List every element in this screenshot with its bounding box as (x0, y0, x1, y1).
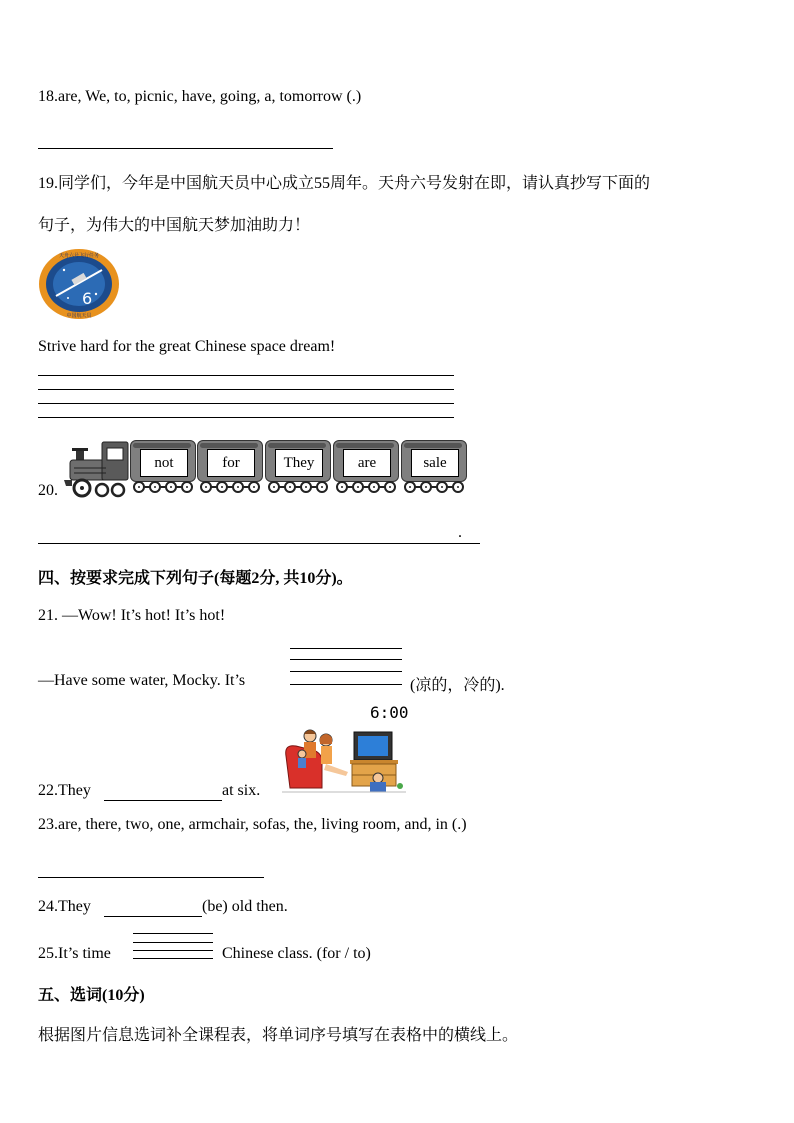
q19-prompt-line1: 19.同学们，今年是中国航天员中心成立55周年。天舟六号发射在即，请认真抄写下面的 (38, 175, 651, 192)
family-tv-image (282, 726, 406, 796)
q21-blank-line-1[interactable] (290, 648, 402, 649)
section4-heading: 四、按要求完成下列句子(每题2分, 共10分)。 (38, 570, 353, 587)
wagon-word: sale (411, 449, 459, 477)
q21-line1: 21. —Wow! It’s hot! It’s hot! (38, 607, 226, 624)
q19-prompt-line2: 句子，为伟大的中国航天梦加油助力！ (38, 217, 311, 234)
train-wagon (333, 440, 399, 482)
q25-prefix: 25.It’s time (38, 945, 111, 962)
wagon-word: They (275, 449, 323, 477)
q25-blank-line-2[interactable] (133, 942, 213, 943)
q22-prefix: 22.They (38, 782, 91, 799)
wagon-word: not (140, 449, 188, 477)
section5-instruction: 根据图片信息选词补全课程表，将单词序号填写在表格中的横线上。 (38, 1027, 519, 1044)
q18-answer-line[interactable] (38, 148, 333, 149)
q19-copy-line-4[interactable] (38, 417, 454, 418)
q21-blank-line-3[interactable] (290, 671, 402, 672)
q22-time: 6:00 (370, 703, 409, 722)
q20-number: 20. (38, 482, 58, 499)
q24-suffix: (be) old then. (202, 898, 288, 915)
locomotive-icon (62, 438, 130, 498)
train-wagon (401, 440, 467, 482)
q24-answer-line[interactable] (104, 916, 202, 917)
train-image (62, 438, 470, 500)
q19-copy-line-3[interactable] (38, 403, 454, 404)
q25-blank-line-3[interactable] (133, 950, 213, 951)
q25-blank-line-1[interactable] (133, 933, 213, 934)
badge-number: 6 (82, 289, 93, 308)
badge-bottom-text: 中国航天员 (66, 313, 92, 319)
train-wagon (130, 440, 196, 482)
wagon-word: for (207, 449, 255, 477)
q22-suffix: at six. (222, 782, 261, 799)
q20-end-mark: . (458, 524, 462, 541)
q23-answer-line[interactable] (38, 877, 264, 878)
q24-prefix: 24.They (38, 898, 91, 915)
q22-answer-line[interactable] (104, 800, 222, 801)
q21-line2-suffix: (凉的，冷的). (410, 677, 505, 694)
train-wagon (197, 440, 263, 482)
q20-answer-line[interactable] (38, 543, 480, 544)
q19-copy-line-2[interactable] (38, 389, 454, 390)
q19-copy-line-1[interactable] (38, 375, 454, 376)
q19-sentence: Strive hard for the great Chinese space dream! (38, 338, 336, 355)
q21-blank-line-2[interactable] (290, 659, 402, 660)
q21-line2-prefix: —Have some water, Mocky. It’s (38, 672, 246, 689)
q25-blank-line-4[interactable] (133, 958, 213, 959)
q21-blank-line-4[interactable] (290, 684, 402, 685)
badge-top-text: 天舟六号飞行任务 (58, 253, 100, 259)
mission-badge-image (38, 248, 120, 320)
section5-heading: 五、选词(10分) (38, 987, 145, 1004)
q25-suffix: Chinese class. (for / to) (222, 945, 371, 962)
wagon-word: are (343, 449, 391, 477)
q18-prompt: 18.are, We, to, picnic, have, going, a, tomorrow (.) (38, 88, 362, 105)
train-wagon (265, 440, 331, 482)
q23-prompt: 23.are, there, two, one, armchair, sofas, the, living room, and, in (.) (38, 816, 467, 833)
